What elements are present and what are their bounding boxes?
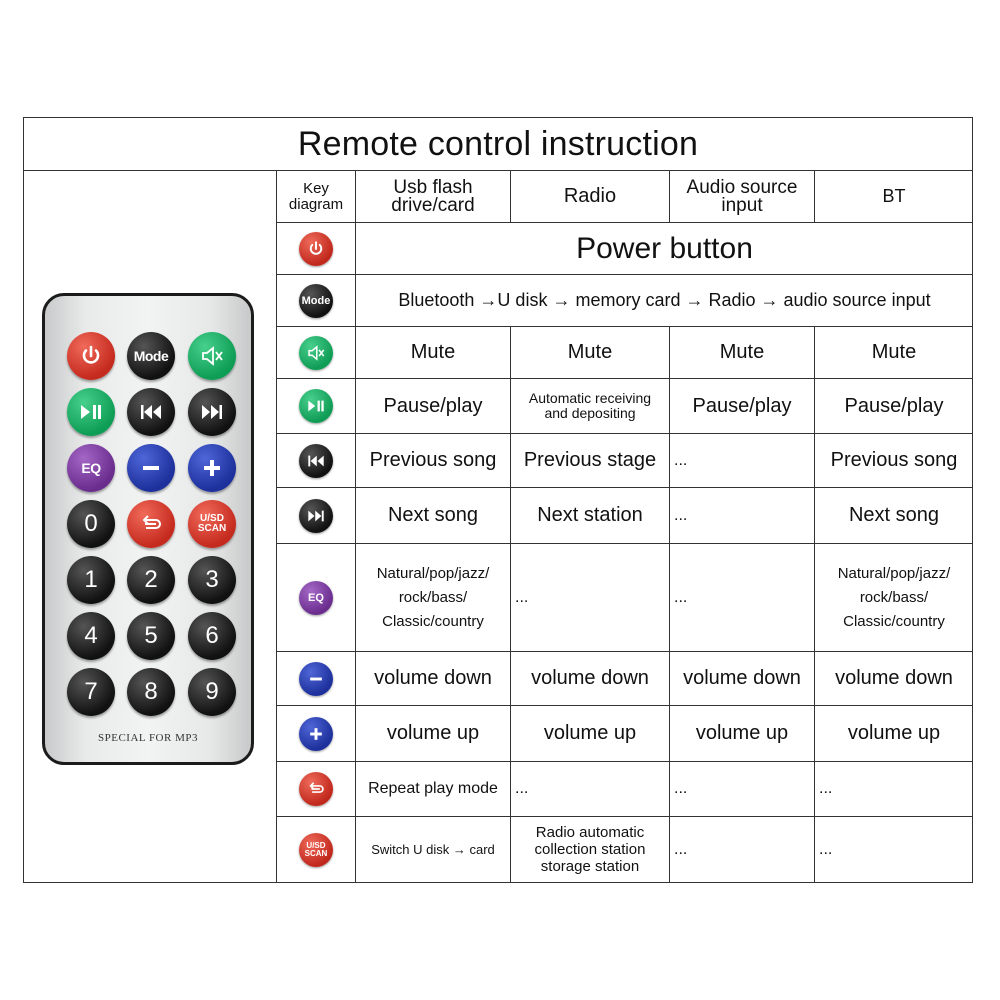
remote-digit-1: 1 xyxy=(67,556,115,604)
header-usb: Usb flash drive/card xyxy=(355,171,510,222)
remote-volume-down-button xyxy=(127,444,175,492)
remote-digit-8: 8 xyxy=(127,668,175,716)
next-bt: Next song xyxy=(814,488,973,543)
eq-icon: EQ xyxy=(299,581,333,615)
remote-play-pause-button xyxy=(67,388,115,436)
previous-audio: ... xyxy=(669,434,814,487)
volume-up-bt: volume up xyxy=(814,706,973,761)
remote-repeat-button xyxy=(127,500,175,548)
repeat-usb: Repeat play mode xyxy=(355,762,510,816)
play-audio: Pause/play xyxy=(669,379,814,433)
remote-next-button xyxy=(188,388,236,436)
instruction-table xyxy=(277,171,973,882)
repeat-radio: ... xyxy=(510,762,669,816)
next-usb: Next song xyxy=(355,488,510,543)
play-pause-icon xyxy=(299,389,333,423)
volume-down-usb: volume down xyxy=(355,652,510,705)
table-row-volume-down xyxy=(277,652,973,706)
usd-scan-icon: U/SD SCAN xyxy=(299,833,333,867)
mute-icon xyxy=(199,343,225,369)
previous-bt: Previous song xyxy=(814,434,973,487)
remote-mode-button: Mode xyxy=(127,332,175,380)
header-radio: Radio xyxy=(510,171,669,222)
scan-audio: ... xyxy=(669,817,814,882)
table-row-mode xyxy=(277,275,973,327)
table-row-mute xyxy=(277,327,973,379)
minus-icon xyxy=(299,662,333,696)
remote-digit-6: 6 xyxy=(188,612,236,660)
table-row-volume-up xyxy=(277,706,973,762)
previous-icon xyxy=(299,444,333,478)
remote-power-button xyxy=(67,332,115,380)
play-bt: Pause/play xyxy=(814,379,973,433)
play-pause-icon xyxy=(78,402,104,422)
volume-up-audio: volume up xyxy=(669,706,814,761)
eq-audio: ... xyxy=(669,544,814,651)
volume-down-audio: volume down xyxy=(669,652,814,705)
previous-usb: Previous song xyxy=(355,434,510,487)
header-audio: Audio source input xyxy=(669,171,814,222)
power-icon xyxy=(299,232,333,266)
mode-description: Bluetooth →U disk → memory card → Radio → audio source input xyxy=(355,275,973,326)
remote-digit-0: 0 xyxy=(67,500,115,548)
next-radio: Next station xyxy=(510,488,669,543)
power-description: Power button xyxy=(355,223,973,274)
remote-digit-2: 2 xyxy=(127,556,175,604)
scan-usb: Switch U disk → card xyxy=(355,817,510,882)
remote-digit-4: 4 xyxy=(67,612,115,660)
table-row-eq xyxy=(277,544,973,652)
table-row-scan xyxy=(277,817,973,882)
volume-up-radio: volume up xyxy=(510,706,669,761)
table-row-play xyxy=(277,379,973,434)
next-audio: ... xyxy=(669,488,814,543)
next-icon xyxy=(199,402,225,422)
remote-volume-up-button xyxy=(188,444,236,492)
plus-icon xyxy=(299,717,333,751)
remote-digit-5: 5 xyxy=(127,612,175,660)
remote-control xyxy=(42,293,254,765)
remote-photo-panel xyxy=(24,171,277,882)
repeat-icon xyxy=(138,511,164,537)
header-bt: BT xyxy=(814,171,973,222)
remote-eq-button: EQ xyxy=(67,444,115,492)
play-usb: Pause/play xyxy=(355,379,510,433)
eq-bt: Natural/pop/jazz/ rock/bass/ Classic/country xyxy=(814,544,973,651)
header-key-diagram: Key diagram xyxy=(288,179,344,213)
mute-icon xyxy=(299,336,333,370)
table-header-row xyxy=(277,171,973,223)
repeat-bt: ... xyxy=(814,762,973,816)
repeat-audio: ... xyxy=(669,762,814,816)
scan-radio: Radio automatic collection station storage station xyxy=(510,817,669,882)
mute-bt: Mute xyxy=(814,327,973,378)
previous-radio: Previous stage xyxy=(510,434,669,487)
repeat-icon xyxy=(299,772,333,806)
volume-up-usb: volume up xyxy=(355,706,510,761)
table-row-repeat xyxy=(277,762,973,817)
minus-icon xyxy=(140,457,162,479)
remote-digit-9: 9 xyxy=(188,668,236,716)
volume-down-radio: volume down xyxy=(510,652,669,705)
volume-down-bt: volume down xyxy=(814,652,973,705)
mute-radio: Mute xyxy=(510,327,669,378)
instruction-sheet xyxy=(23,117,973,883)
remote-mute-button xyxy=(188,332,236,380)
plus-icon xyxy=(201,457,223,479)
eq-usb: Natural/pop/jazz/ rock/bass/ Classic/country xyxy=(355,544,510,651)
page-title: Remote control instruction xyxy=(24,118,972,171)
remote-usd-scan-button: U/SD SCAN xyxy=(188,500,236,548)
table-row-next xyxy=(277,488,973,544)
remote-previous-button xyxy=(127,388,175,436)
next-icon xyxy=(299,499,333,533)
mode-icon: Mode xyxy=(299,284,333,318)
power-icon xyxy=(79,344,103,368)
previous-icon xyxy=(138,402,164,422)
remote-footer-text: SPECIAL FOR MP3 xyxy=(97,732,198,744)
table-row-power xyxy=(277,223,973,275)
scan-bt: ... xyxy=(814,817,973,882)
remote-digit-7: 7 xyxy=(67,668,115,716)
play-radio: Automatic receiving and depositing xyxy=(510,379,669,433)
mute-usb: Mute xyxy=(355,327,510,378)
table-row-previous xyxy=(277,434,973,488)
remote-digit-3: 3 xyxy=(188,556,236,604)
mute-audio: Mute xyxy=(669,327,814,378)
eq-radio: ... xyxy=(510,544,669,651)
